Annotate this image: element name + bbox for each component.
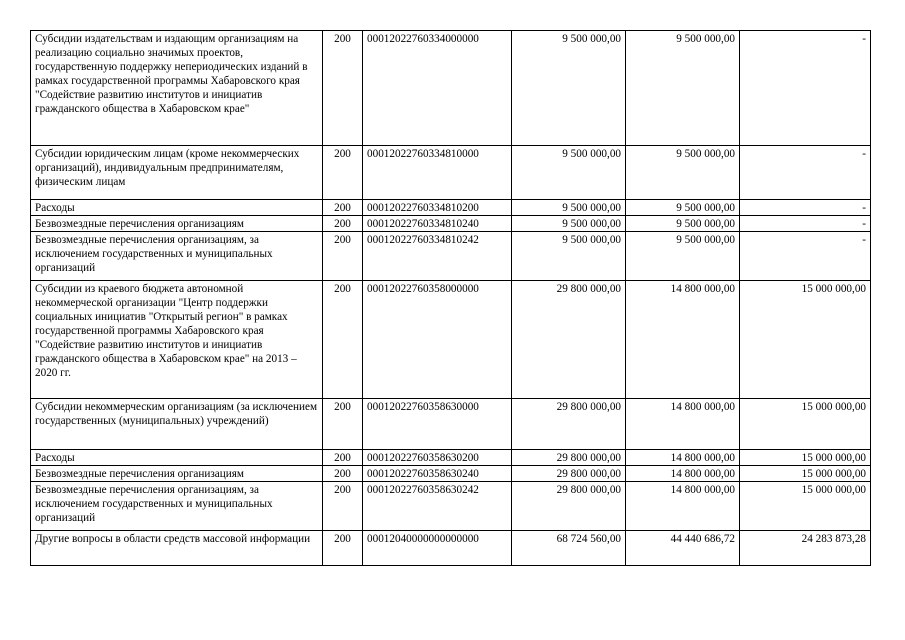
row-budget-code: 00012022760334810240 — [363, 216, 512, 232]
row-name: Безвозмездные перечисления организациям, за исключением государственных и муниципальных организаций — [31, 482, 323, 531]
row-budget-code: 00012022760358630240 — [363, 466, 512, 482]
row-name: Безвозмездные перечисления организациям, за исключением государственных и муниципальных организаций — [31, 232, 323, 281]
row-approved: 29 800 000,00 — [512, 281, 626, 399]
row-budget-code: 00012022760358000000 — [363, 281, 512, 399]
row-unexecuted: 24 283 873,28 — [740, 531, 871, 566]
row-name: Другие вопросы в области средств массовой информации — [31, 531, 323, 566]
row-unexecuted: 15 000 000,00 — [740, 466, 871, 482]
row-executed: 14 800 000,00 — [626, 399, 740, 450]
row-line-code: 200 — [323, 232, 363, 281]
row-unexecuted: 15 000 000,00 — [740, 281, 871, 399]
row-name: Субсидии некоммерческим организациям (за исключением государственных (муниципальных) учреждений) — [31, 399, 323, 450]
row-line-code: 200 — [323, 216, 363, 232]
row-line-code: 200 — [323, 399, 363, 450]
table-row — [31, 399, 871, 450]
table-row — [31, 450, 871, 466]
row-budget-code: 00012022760334000000 — [363, 31, 512, 146]
row-line-code: 200 — [323, 200, 363, 216]
row-approved: 29 800 000,00 — [512, 482, 626, 531]
row-unexecuted: 15 000 000,00 — [740, 399, 871, 450]
table-row — [31, 281, 871, 399]
row-approved: 9 500 000,00 — [512, 232, 626, 281]
row-approved: 29 800 000,00 — [512, 399, 626, 450]
row-approved: 29 800 000,00 — [512, 450, 626, 466]
row-approved: 68 724 560,00 — [512, 531, 626, 566]
row-executed: 9 500 000,00 — [626, 216, 740, 232]
row-approved: 29 800 000,00 — [512, 466, 626, 482]
row-unexecuted: - — [740, 232, 871, 281]
row-executed: 14 800 000,00 — [626, 450, 740, 466]
table-row — [31, 200, 871, 216]
row-budget-code: 00012022760358630200 — [363, 450, 512, 466]
budget-execution-table — [30, 30, 871, 566]
row-unexecuted: 15 000 000,00 — [740, 450, 871, 466]
row-name: Субсидии юридическим лицам (кроме некоммерческих организаций), индивидуальным предпринимателям, физическим лицам — [31, 146, 323, 200]
row-approved: 9 500 000,00 — [512, 31, 626, 146]
table-row — [31, 466, 871, 482]
row-line-code: 200 — [323, 281, 363, 399]
row-name: Субсидии издательствам и издающим организациям на реализацию социально значимых проектов, государственную поддержку непериодических изданий в рамках государственной программы Хабаровского края "Содействие развитию институтов и инициатив гражданского общества в Хабаровском крае" — [31, 31, 323, 146]
row-unexecuted: - — [740, 146, 871, 200]
row-line-code: 200 — [323, 450, 363, 466]
row-budget-code: 00012022760334810200 — [363, 200, 512, 216]
row-name: Расходы — [31, 450, 323, 466]
row-approved: 9 500 000,00 — [512, 200, 626, 216]
row-unexecuted: - — [740, 31, 871, 146]
row-line-code: 200 — [323, 466, 363, 482]
row-executed: 9 500 000,00 — [626, 31, 740, 146]
row-name: Субсидии из краевого бюджета автономной некоммерческой организации "Центр поддержки социальных инициатив "Открытый регион" в рамках государственной программы Хабаровского края "Содействие развитию институтов и инициатив гражданского общества в Хабаровском крае" на 2013 – 2020 гг. — [31, 281, 323, 399]
table-row — [31, 216, 871, 232]
row-line-code: 200 — [323, 482, 363, 531]
row-executed: 44 440 686,72 — [626, 531, 740, 566]
row-unexecuted: - — [740, 216, 871, 232]
row-approved: 9 500 000,00 — [512, 146, 626, 200]
row-name: Безвозмездные перечисления организациям — [31, 216, 323, 232]
table-row — [31, 232, 871, 281]
row-budget-code: 00012022760334810242 — [363, 232, 512, 281]
row-line-code: 200 — [323, 146, 363, 200]
row-unexecuted: 15 000 000,00 — [740, 482, 871, 531]
row-executed: 9 500 000,00 — [626, 146, 740, 200]
row-executed: 9 500 000,00 — [626, 200, 740, 216]
row-executed: 14 800 000,00 — [626, 466, 740, 482]
table-row — [31, 531, 871, 566]
row-budget-code: 00012040000000000000 — [363, 531, 512, 566]
table-row — [31, 31, 871, 146]
row-budget-code: 00012022760358630242 — [363, 482, 512, 531]
row-executed: 14 800 000,00 — [626, 281, 740, 399]
table-row — [31, 482, 871, 531]
row-approved: 9 500 000,00 — [512, 216, 626, 232]
row-budget-code: 00012022760334810000 — [363, 146, 512, 200]
row-executed: 14 800 000,00 — [626, 482, 740, 531]
row-line-code: 200 — [323, 31, 363, 146]
row-executed: 9 500 000,00 — [626, 232, 740, 281]
table-row — [31, 146, 871, 200]
row-name: Расходы — [31, 200, 323, 216]
row-name: Безвозмездные перечисления организациям — [31, 466, 323, 482]
row-budget-code: 00012022760358630000 — [363, 399, 512, 450]
row-line-code: 200 — [323, 531, 363, 566]
row-unexecuted: - — [740, 200, 871, 216]
